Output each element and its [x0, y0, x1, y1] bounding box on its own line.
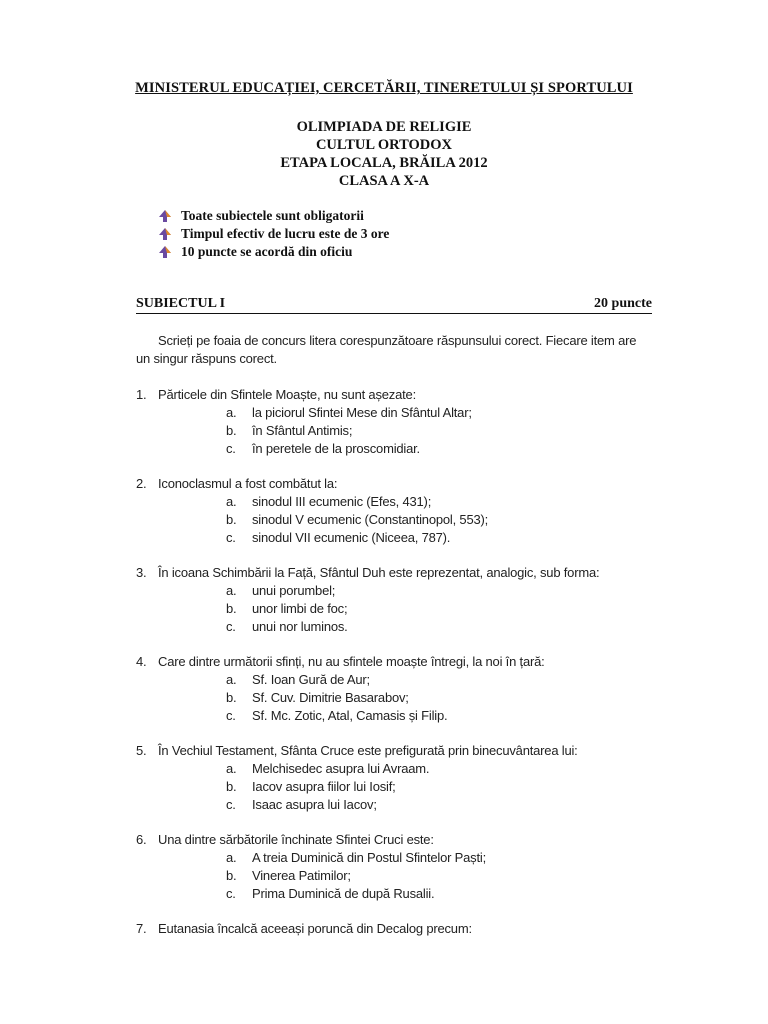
- option-text: A treia Duminică din Postul Sfintelor Paști;: [252, 850, 486, 865]
- question-text: Părticele din Sfintele Moaște, nu sunt așezate:: [158, 387, 416, 402]
- question-number: 7.: [136, 921, 147, 936]
- option-text: sinodul V ecumenic (Constantinopol, 553);: [252, 512, 489, 527]
- option-letter: c.: [226, 886, 236, 901]
- option-letter: a.: [226, 494, 237, 509]
- option-text: sinodul III ecumenic (Efes, 431);: [252, 494, 432, 509]
- answer-option: [136, 849, 676, 867]
- option-text: Sf. Mc. Zotic, Atal, Camasis și Filip.: [252, 708, 448, 723]
- question-number: 1.: [136, 387, 147, 402]
- section-title: SUBIECTUL I: [136, 296, 226, 311]
- option-letter: c.: [226, 441, 236, 456]
- option-text: unui nor luminos.: [252, 619, 348, 634]
- question-text: În Vechiul Testament, Sfânta Cruce este prefigurată prin binecuvântarea lui:: [158, 743, 578, 758]
- question: [136, 831, 676, 903]
- option-text: la piciorul Sfintei Mese din Sfântul Altar;: [252, 405, 472, 420]
- question: [136, 475, 676, 547]
- question-number: 4.: [136, 654, 147, 669]
- answer-option: [136, 511, 676, 529]
- title-line-stage: ETAPA LOCALA, BRĂILA 2012: [280, 155, 488, 171]
- option-text: Vinerea Patimilor;: [252, 868, 351, 883]
- option-letter: c.: [226, 797, 236, 812]
- answer-option: [136, 600, 676, 618]
- answer-option: [136, 760, 676, 778]
- question-number: 5.: [136, 743, 147, 758]
- question: [136, 564, 676, 636]
- option-letter: b.: [226, 868, 237, 883]
- answer-option: [136, 404, 676, 422]
- option-text: unor limbi de foc;: [252, 601, 348, 616]
- option-text: Sf. Ioan Gură de Aur;: [252, 672, 370, 687]
- rule-item: [158, 243, 389, 261]
- rule-text: Timpul efectiv de lucru este de 3 ore: [181, 226, 390, 241]
- option-letter: a.: [226, 761, 237, 776]
- question: [136, 653, 676, 725]
- answer-option: [136, 707, 676, 725]
- option-letter: a.: [226, 405, 237, 420]
- question-number: 3.: [136, 565, 147, 580]
- section-header: [136, 295, 652, 314]
- answer-option: [136, 422, 676, 440]
- rule-item: [158, 225, 389, 243]
- ministry-heading: MINISTERUL EDUCAȚIEI, CERCETĂRII, TINERETULUI ȘI SPORTULUI: [135, 80, 633, 96]
- question-number: 2.: [136, 476, 147, 491]
- answer-option: [136, 885, 676, 903]
- option-letter: a.: [226, 672, 237, 687]
- answer-option: [136, 867, 676, 885]
- option-text: Sf. Cuv. Dimitrie Basarabov;: [252, 690, 409, 705]
- section-points: 20 puncte: [594, 296, 652, 311]
- arrow-bullet-icon: [158, 245, 172, 259]
- answer-option: [136, 796, 676, 814]
- option-text: Prima Duminică de după Rusalii.: [252, 886, 435, 901]
- question-text: În icoana Schimbării la Față, Sfântul Duh este reprezentat, analogic, sub forma:: [158, 565, 600, 580]
- rule-item: [158, 207, 389, 225]
- option-text: în peretele de la proscomidiar.: [252, 441, 420, 456]
- option-letter: b.: [226, 423, 237, 438]
- option-letter: c.: [226, 619, 236, 634]
- option-letter: c.: [226, 530, 236, 545]
- option-letter: a.: [226, 850, 237, 865]
- option-text: în Sfântul Antimis;: [252, 423, 353, 438]
- title-line-olympiad: OLIMPIADA DE RELIGIE: [296, 119, 472, 135]
- question-text: Care dintre următorii sfinți, nu au sfintele moaște întregi, la noi în țară:: [158, 654, 545, 669]
- question-text: Una dintre sărbătorile închinate Sfintei Cruci este:: [158, 832, 434, 847]
- question: [136, 742, 676, 814]
- title-line-cult: CULTUL ORTODOX: [315, 137, 453, 153]
- answer-option: [136, 618, 676, 636]
- title-line-class: CLASA A X-A: [338, 173, 430, 189]
- question: [136, 386, 676, 458]
- option-text: Melchisedec asupra lui Avraam.: [252, 761, 430, 776]
- answer-option: [136, 529, 676, 547]
- answer-option: [136, 493, 676, 511]
- option-letter: b.: [226, 601, 237, 616]
- option-text: unui porumbel;: [252, 583, 336, 598]
- section-instructions: Scrieți pe foaia de concurs litera corespunzătoare răspunsului corect. Fiecare item are un singur răspuns corect.: [136, 333, 637, 366]
- question-number: 6.: [136, 832, 147, 847]
- answer-option: [136, 440, 676, 458]
- answer-option: [136, 582, 676, 600]
- answer-option: [136, 778, 676, 796]
- option-letter: b.: [226, 779, 237, 794]
- question-text: Iconoclasmul a fost combătut la:: [158, 476, 338, 491]
- rules-list: [158, 207, 389, 261]
- question-text: Eutanasia încalcă aceeași poruncă din Decalog precum:: [158, 921, 472, 936]
- rule-text: 10 puncte se acordă din oficiu: [181, 244, 353, 259]
- exam-title-block: [0, 118, 768, 190]
- option-letter: b.: [226, 512, 237, 527]
- answer-option: [136, 689, 676, 707]
- option-text: Iacov asupra fiilor lui Iosif;: [252, 779, 396, 794]
- answer-option: [136, 671, 676, 689]
- arrow-bullet-icon: [158, 227, 172, 241]
- option-text: Isaac asupra lui Iacov;: [252, 797, 377, 812]
- question: [136, 920, 676, 938]
- rule-text: Toate subiectele sunt obligatorii: [181, 208, 364, 223]
- option-letter: c.: [226, 708, 236, 723]
- arrow-bullet-icon: [158, 209, 172, 223]
- option-letter: b.: [226, 690, 237, 705]
- option-letter: a.: [226, 583, 237, 598]
- option-text: sinodul VII ecumenic (Niceea, 787).: [252, 530, 451, 545]
